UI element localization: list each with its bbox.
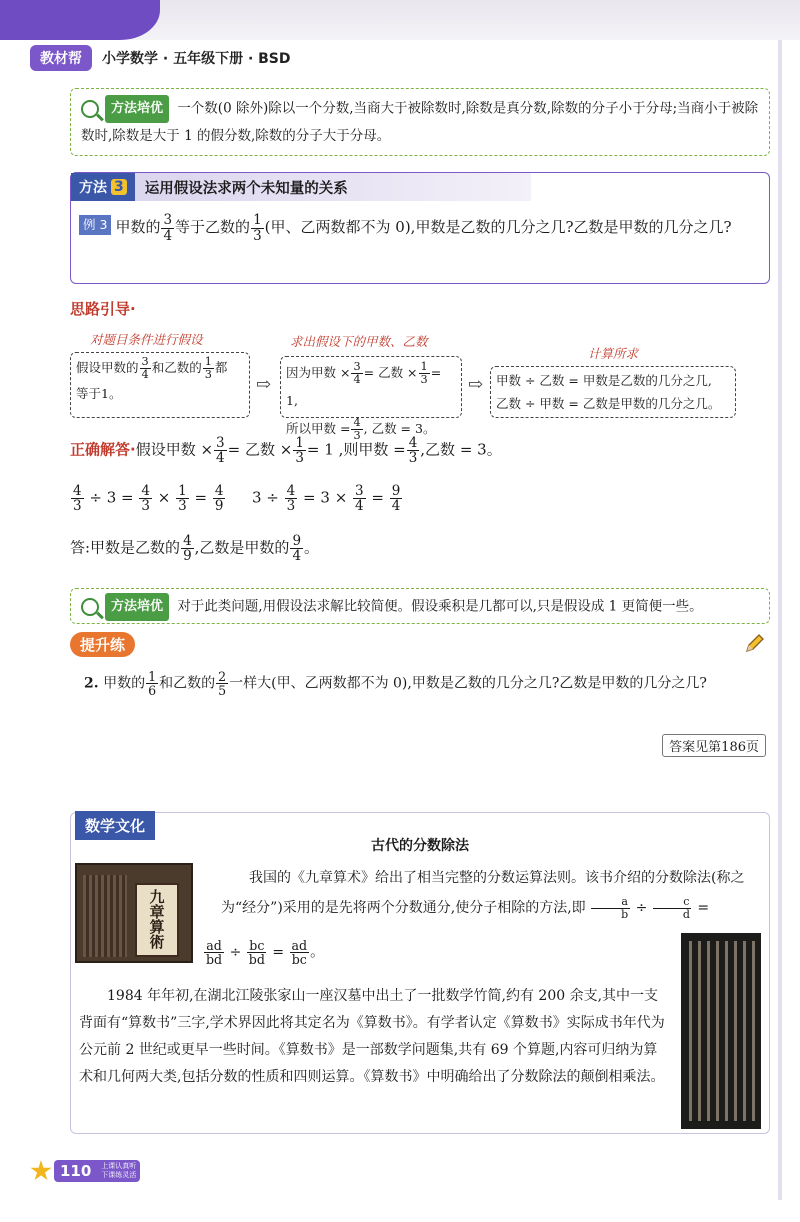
culture-tag: 数学文化: [75, 811, 155, 840]
guide-hint-2: 求出假设下的甲数、乙数: [290, 334, 428, 349]
guide-step-2: 因为甲数 × $\frac{3}{4}$ = 乙数 × $\frac{1}{3}$ = 1, 所以甲数 = $\frac{4}{3}$ , 乙数 = 3。: [280, 356, 462, 418]
math-culture-box: [70, 812, 770, 1134]
method-header: [71, 173, 531, 201]
practice-badge: 提升练: [70, 632, 135, 657]
brand-badge: 教材帮: [30, 45, 92, 71]
fraction: $\frac{1}{3}$: [253, 212, 262, 244]
culture-paragraph-1: 我国的《九章算术》给出了相当完整的分数运算法则。该书介绍的分数除法(称之为“经分”)采用的是先将两个分数通分,使分子相除的方法,即 $\frac{a}{b}$ ÷ $\frac{c}{d}$ =: [221, 870, 745, 921]
solution-title: 正确解答·: [70, 440, 136, 459]
culture-formula: $\frac{ad}{bd}$ ÷ $\frac{bc}{bd}$ = $\frac{ad}{bc}$ 。: [206, 938, 325, 968]
page-edge-line: [778, 40, 782, 1200]
example-tag: 例 3: [79, 215, 111, 235]
calculation-1: $\frac{4}{3}$ ÷ 3 = $\frac{4}{3}$ × $\frac{1}{3}$ = $\frac{4}{9}$: [73, 483, 224, 515]
tip-text: 一个数(0 除外)除以一个分数,当商大于被除数时,除数是真分数,除数的分子小于分母;当商小于被除数时,除数是大于 1 的假分数,除数的分子大于分母。: [81, 100, 759, 144]
book-cover: 九章算術: [135, 883, 179, 957]
method-title: 运用假设法求两个未知量的关系: [144, 180, 348, 197]
guide-hint-1: 对题目条件进行假设: [90, 332, 203, 347]
book-title: 小学数学 · 五年级下册 · BSD: [102, 51, 291, 67]
method-tip-box-1: [70, 88, 770, 156]
page-header: [30, 44, 291, 72]
magnifier-icon: [81, 100, 99, 118]
flow-arrow-icon: ⇨: [468, 374, 484, 395]
fraction: $\frac{3}{4}$: [163, 212, 173, 244]
method-tag: 方法 3: [71, 173, 135, 201]
book-pages: [83, 875, 127, 957]
banner-swoosh: [0, 0, 160, 40]
practice-header: [70, 632, 135, 657]
guide-step-3: 甲数 ÷ 乙数 = 甲数是乙数的几分之几, 乙数 ÷ 甲数 = 乙数是甲数的几分之几。: [490, 366, 736, 418]
page-footer: [30, 1160, 140, 1182]
guide-step-1: 假设甲数的 $\frac{3}{4}$ 和乙数的 $\frac{1}{3}$ 都 等于1。: [70, 352, 250, 418]
top-banner: [0, 0, 800, 40]
method-number: 3: [111, 179, 127, 195]
calculation-2: 3 ÷ $\frac{4}{3}$ = 3 × $\frac{3}{4}$ = $\frac{9}{4}$: [252, 483, 401, 515]
page-number: 110: [54, 1160, 97, 1182]
solution-line: 正确解答·假设甲数 × $\frac{3}{4}$ = 乙数 × $\frac{1}{3}$ = 1 ,则甲数 = $\frac{4}{3}$ ,乙数 = 3。: [70, 435, 502, 467]
tip-text: 对于此类问题,用假设法求解比较简便。假设乘积是几都可以,只是假设成 1 更简便一些。: [177, 598, 703, 615]
answer-line: 答:甲数是乙数的 $\frac{4}{9}$ ,乙数是甲数的 $\frac{9}{4}$ 。: [70, 533, 320, 565]
answer-reference: 答案见第186页: [662, 734, 766, 757]
method-box: [70, 172, 770, 284]
guide-title: 思路引导·: [70, 300, 136, 318]
bamboo-slips-image: [681, 933, 761, 1129]
method-tip-box-2: [70, 588, 770, 624]
flow-arrow-icon: ⇨: [256, 374, 272, 395]
example-question: 例 3 甲数的 $\frac{3}{4}$ 等于乙数的 $\frac{1}{3}$ (甲、乙两数都不为 0),甲数是乙数的几分之几?乙数是甲数的几分之几?: [79, 209, 761, 245]
guide-hint-3: 计算所求: [588, 346, 639, 361]
practice-question: 2. 甲数的 $\frac{1}{6}$ 和乙数的 $\frac{2}{5}$ 一样大(甲、乙两数都不为 0),甲数是乙数的几分之几?乙数是甲数的几分之几?: [84, 669, 707, 699]
culture-paragraph-2: 1984 年年初,在湖北江陵张家山一座汉墓中出土了一批数学竹简,约有 200 余支,其中一支背面有“算数书”三字,学术界因此将其定名为《算数书》。有学者认定《算数书》实际成书年代为公元前 2 世纪或更早一些时间。《算数书》是一部数学问题集,共有 69 个算题,内容可归纳为算术和几何两大类,包括分数的性质和四则运算。《算数书》中明确给出了分数除法的颠倒相乘法。: [79, 988, 665, 1085]
star-icon: [30, 1160, 52, 1182]
ancient-book-image: [75, 863, 193, 963]
tip-label-text: 方法培优: [105, 95, 169, 123]
footer-slogan: 上课认真听 下课练灵活: [97, 1160, 140, 1182]
magnifier-icon: [81, 598, 99, 616]
tip-label: [81, 95, 169, 123]
tip-label-text: 方法培优: [105, 593, 169, 621]
pencil-icon: [744, 632, 766, 654]
culture-title: 古代的分数除法: [371, 838, 469, 854]
